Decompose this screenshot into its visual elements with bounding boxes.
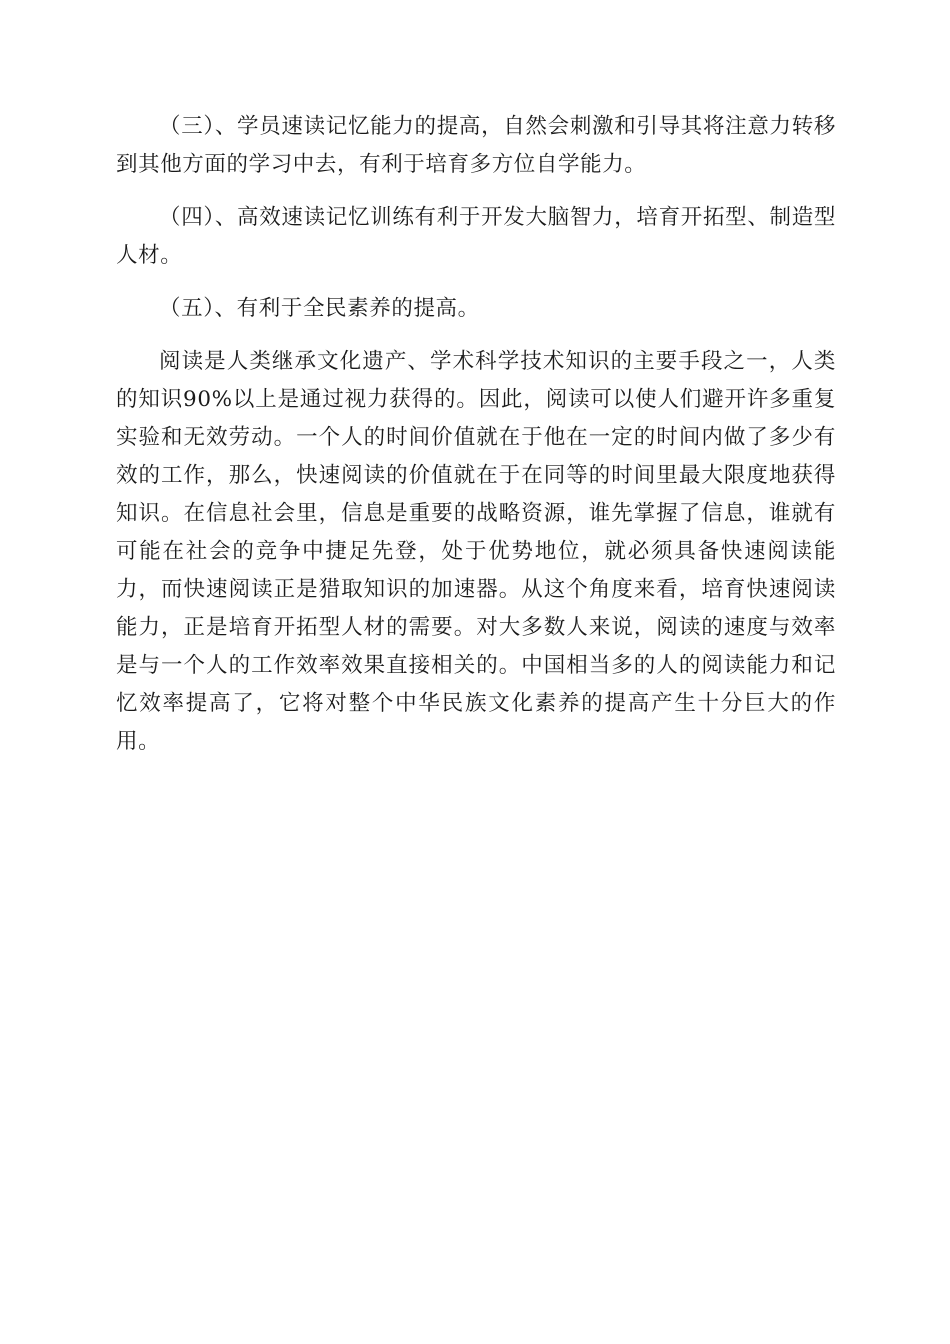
paragraph-section-three: （三）、学员速读记忆能力的提高，自然会刺激和引导其将注意力转移到其他方面的学习中去，有利于培育多方位自学能力。 [116, 114, 836, 177]
paragraph-section-five: （五）、有利于全民素养的提高。 [159, 296, 480, 321]
document-body [116, 108, 836, 776]
paragraph-section-four: （四）、高效速读记忆训练有利于开发大脑智力，培育开拓型、制造型人材。 [116, 205, 836, 268]
paragraph-reading-importance: 阅读是人类继承文化遗产、学术科学技术知识的主要手段之一，人类的知识90%以上是通过视力获得的。因此，阅读可以使人们避开许多重复实验和无效劳动。一个人的时间价值就在于他在一定的时间内做了多少有效的工作，那么，快速阅读的价值就在于在同等的时间里最大限度地获得知识。在信息社会里，信息是重要的战略资源，谁先掌握了信息，谁就有可能在社会的竞争中捷足先登，处于优势地位，就必须具备快速阅读能力，而快速阅读正是猎取知识的加速器。从这个角度来看，培育快速阅读能力，正是培育开拓型人材的需要。对大多数人来说，阅读的速度与效率是与一个人的工作效率效果直接相关的。中国相当多的人的阅读能力和记忆效率提高了，它将对整个中华民族文化素养的提高产生十分巨大的作用。 [116, 349, 836, 754]
